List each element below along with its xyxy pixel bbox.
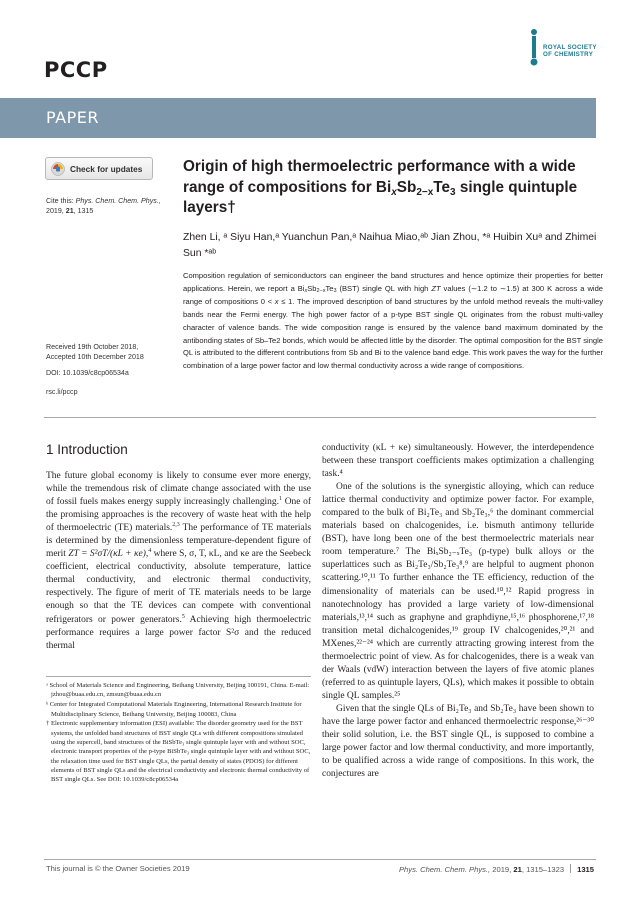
footnote-divider xyxy=(46,676,311,677)
rsc-logo-text: ROYAL SOCIETY OF CHEMISTRY xyxy=(543,44,597,59)
footnote-esi: † Electronic supplementary information (ESI) available: The disorder geometry used for the BST systems, the unfolded band structures of BST single QLs with different compositions simulated using the supercell, band structures of the BiSbTe₃ single quintuple layer with and without SOC, electronic transport properties of the p-type BiSbTe₃ single quintuple layer with and without SOC, the relaxation time used for BST single QLs, the partial density of states (PDOS) for different elements of BST single QLs and the electrical conductivity and electronic thermal conductivity of BST single QLs. See DOI: 10.1039/c8cp06534a xyxy=(46,720,311,784)
citation-info: Cite this: Phys. Chem. Chem. Phys., 2019, 21, 1315 xyxy=(46,197,161,215)
journal-name: PCCP xyxy=(44,58,108,82)
journal-link[interactable]: rsc.li/pccp xyxy=(46,388,78,396)
author-list: Zhen Li, ᵃ Siyu Han,ᵃ Yuanchun Pan,ᵃ Naihua Miao,ᵃᵇ Jian Zhou, *ᵃ Huibin Xuᵃ and Zhimei Sun *ᵃᵇ xyxy=(183,232,597,259)
body-column-right: conductivity (κL + κe) simultaneously. However, the interdependence between these transport coefficients makes optimization a challenging task.⁴ One of the solutions is the synergistic alloying, which can reduce lattice thermal conductivity and optimize power factor. For example, compared to the bulk of Bi₂Te₃ and Sb₂Te₃,⁶ the dominant commercial materials based on chalcogenides, i.e. bismuth antimony telluride (BST), have long been one of the best thermoelectric materials near room temperature.⁷ The BiₓSb₂₋ₓTe₃ (p-type) bulk alloys or the superlattices such as Bi₂Te₃/Sb₂Te₃⁸,⁹ are helpful to augment phonon scattering.¹⁰,¹¹ To further enhance the TE efficiency, reduction of the dimensionality of materials can be used.¹⁰,¹² Rapid progress in nanotechnology has provided a large variety of low-dimensional materials,¹³,¹⁴ such as graphyne and graphdiyne,¹⁵,¹⁶ phosphorene,¹⁷,¹⁸ transition metal dichalcogenides,¹⁹ group IV chalcogenides,²⁰,²¹ and MXenes,²²⁻²⁴ which are currently attracting growing interest from the thermoelectric point of view. As for chalcogenides, there is a weak van der Waals (vdW) interaction between the layers of five atomic planes (referred to as quintuple layers, QLs), which makes it possible to obtain single QL samples.²⁵ Given that the single QLs of Bi₂Te₃ and Sb₂Te₃ have been shown to have the large power factor and enhanced thermoelectric response,²⁶⁻³⁰ their solid solution, i.e. the BST single QL, is supposed to combine a large power factor and low thermal conductivity, and more importantly, to be qualified across a wide range of compositions. In this work, the conjectures are xyxy=(322,443,594,780)
abstract: Composition regulation of semiconductors can engineer the band structures and hence optimize their properties for better applications. Herein, we report a $Bi_xSb_{2-x}Te_3$ (BST) single QL with high ZT values (∼1.2 to ∼1.5) at 300 K across a wide range of compositions 0 < x ≤ 1. The improved description of band structures by the unfold method reveals the multi-valley bands near the Fermi energy. The high power factor of a p-type BST single QL originates from the robust multi-valley character of valence bands. The wide composition range is ensured by the valence band maximum dominated by the antibonding states of Sb–Te2 bonds, which would be affected little by the disorder. The optimal composition for the BST single QL is attributed to the different contributions from Sb and Bi to the valence band edge. This work paves the way for the further combination of a large power factor and low thermal conductivity across a wide range of compositions. xyxy=(183,271,604,371)
footnotes xyxy=(46,681,311,785)
rsc-logo xyxy=(527,28,597,84)
article-dates: Received 19th October 2018, Accepted 10th December 2018 DOI: 10.1039/c8cp06534a rsc.li/pccp xyxy=(46,342,181,397)
divider xyxy=(44,417,596,418)
crossmark-icon xyxy=(51,162,65,176)
footer-citation: Phys. Chem. Chem. Phys., 2019, 21, 1315–1323 1315 xyxy=(398,865,594,874)
article-title: Origin of high thermoelectric performance with a wide range of compositions for $Bi_xSb_{2-x}Te_3$ single quintuple layers† xyxy=(183,158,578,216)
footnote-affiliation-a: ᵃ School of Materials Science and Engineering, Beihang University, Beijing 100191, China. E-mail: jzhou@buaa.edu.cn, zmsun@buaa.edu.cn xyxy=(46,682,310,699)
section-label: PAPER xyxy=(46,108,99,127)
body-column-left: The future global economy is likely to consume ever more energy, while the tremendous risk of climate change associated with the use of fossil fuels makes energy supply increasingly challenging.$^1$ One of the promising approaches is the recovery of waste heat with the help of thermoelectric (TE) materials.$^{2,3}$ The performance of TE materials is determined by the dimensionless temperature-dependent figure of merit ZT = S²σT/(κL + κe),$^4$ where S, σ, T, κL, and κe are the Seebeck coefficient, electrical conductivity, absolute temperature, lattice thermal conductivity, and electronic thermal conductivity, respectively. The figure of merit of TE materials needs to be large enough so that the TE devices can compete with conventional refrigerators or power generators.$^5$ Achieving high thermoelectric performance requires a large power factor S²σ and the reduced thermal xyxy=(46,471,312,651)
footer-copyright: This journal is © the Owner Societies 2019 xyxy=(46,864,190,873)
section-heading: 1 Introduction xyxy=(46,442,128,457)
check-updates-label: Check for updates xyxy=(70,163,143,174)
doi: DOI: 10.1039/c8cp06534a xyxy=(46,369,129,377)
footnote-affiliation-b: ᵇ Center for Integrated Computational Materials Engineering, International Research Institute for Multidisciplinary Science, Beihang University, Beijing 100083, China xyxy=(46,701,302,718)
rsc-emblem-icon xyxy=(527,28,541,68)
footer-divider xyxy=(44,859,596,860)
page-number: 1315 xyxy=(577,865,594,874)
check-updates-button[interactable] xyxy=(45,157,153,180)
